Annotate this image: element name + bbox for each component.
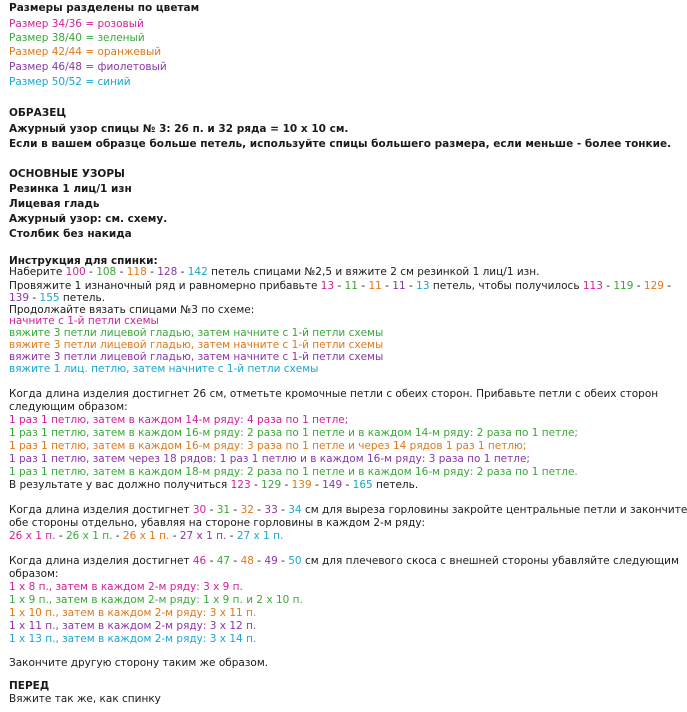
chart-start-green: вяжите 3 петли лицевой гладью, затем начните с 1-й петли схемы <box>9 327 384 339</box>
finish-line: Закончите другую сторону таким же образом. <box>9 657 269 669</box>
shaping-row-green-2: 1 раз 1 петлю, затем в каждом 18-м ряду: 2 раза по 1 петле и в каждом 16-м ряду: 2 раза по 1 петле. <box>9 466 578 478</box>
neck-suffix: см для выреза горловины закройте центральные петли и закончите <box>301 504 687 516</box>
shaping-row-pink: 1 раз 1 петлю, затем в каждом 14-м ряду: 4 раза по 1 петле; <box>9 414 349 426</box>
neck-line-1: Когда длина изделия достигнет 30 - 31 - 32 - 33 - 34 см для выреза горловины закройте центральные петли и закончите <box>9 504 687 516</box>
result-size-2: 129 <box>261 479 282 491</box>
neck-dec-3: 26 х 1 п. <box>122 530 170 542</box>
neck-decreases: 26 х 1 п. - 26 х 1 п. - 26 х 1 п. - 27 х 1 п. - 27 х 1 п. <box>9 530 284 542</box>
chart-start-cyan: вяжите 1 лиц. петлю, затем начните с 1-й петли схемы <box>9 363 319 375</box>
size-line-pink: Размер 34/36 = розовый <box>9 18 144 30</box>
shaping-row-orange: 1 раз 1 петлю, затем в каждом 16-м ряду: 3 раза по 1 петле и через 14 рядов 1 раз 1 петлю; <box>9 440 527 452</box>
shoulder-row-purple: 1 х 11 п., затем в каждом 2-м ряду: 3 х 12 п. <box>9 620 257 632</box>
shoulder-size-3: 48 <box>240 555 254 567</box>
neck-size-4: 33 <box>264 504 278 516</box>
cast-on-size-2: 108 <box>96 266 117 278</box>
shoulder-size-1: 46 <box>192 555 207 567</box>
back-heading: Инструкция для спинки: <box>9 255 158 267</box>
shoulder-row-cyan: 1 х 13 п., затем в каждом 2-м ряду: 3 х 14 п. <box>9 633 257 645</box>
gauge-line-1: Ажурный узор спицы № 3: 26 п. и 32 ряда = 10 х 10 см. <box>9 123 349 135</box>
shaping-line-2: следующим образом: <box>9 401 128 413</box>
cast-on-size-5: 142 <box>187 266 208 278</box>
chart-start-orange: вяжите 3 петли лицевой гладью, затем начните с 1-й петли схемы <box>9 339 384 351</box>
sizes-heading: Размеры разделены по цветам <box>9 2 200 14</box>
patterns-heading: ОСНОВНЫЕ УЗОРЫ <box>9 168 125 180</box>
result-prefix: В результате у вас должно получиться <box>9 479 231 491</box>
neck-dec-2: 26 х 1 п. <box>65 530 113 542</box>
gauge-heading: ОБРАЗЕЦ <box>9 107 67 119</box>
shoulder-line-1: Когда длина изделия достигнет 46 - 47 - 48 - 49 - 50 см для плечевого скоса с внешней стороны убавляйте следующим <box>9 555 679 567</box>
shaping-result: В результате у вас должно получиться 123 - 129 - 139 - 149 - 165 петель. <box>9 479 419 491</box>
cast-on-size-4: 128 <box>157 266 178 278</box>
shoulder-row-green: 1 х 9 п., затем в каждом 2-м ряду: 1 х 9 п. и 2 х 10 п. <box>9 594 303 606</box>
neck-line-2: обе стороны отдельно, убавляя на стороне горловины в каждом 2-м ряду: <box>9 517 426 529</box>
pattern-rib: Резинка 1 лиц/1 изн <box>9 183 132 195</box>
cast-on-size-1: 100 <box>65 266 86 278</box>
size-line-purple: Размер 46/48 = фиолетовый <box>9 61 167 73</box>
increase-size-3: 11 <box>368 280 382 292</box>
pattern-lace: Ажурный узор: см. схему. <box>9 213 168 225</box>
neck-size-5: 34 <box>288 504 302 516</box>
chart-start-purple: вяжите 3 петли лицевой гладью, затем начните с 1-й петли схемы <box>9 351 384 363</box>
increase-line: Провяжите 1 изнаночный ряд и равномерно прибавьте 13 - 11 - 11 - 11 - 13 петель, чтобы получилось 113 - 119 - 129 - <box>9 280 672 292</box>
total-size-5: 155 <box>39 292 60 304</box>
total-size-2: 119 <box>613 280 634 292</box>
shoulder-row-orange: 1 х 10 п., затем в каждом 2-м ряду: 3 х 11 п. <box>9 607 257 619</box>
pattern-single-crochet: Столбик без накида <box>9 228 132 240</box>
shaping-line-1: Когда длина изделия достигнет 26 см, отметьте кромочные петли с обеих сторон. Прибавьте петли с обеих сторон <box>9 388 659 400</box>
shoulder-prefix: Когда длина изделия достигнет <box>9 555 193 567</box>
total-suffix: петель. <box>59 292 106 304</box>
increase-middle: петель, чтобы получилось <box>429 280 583 292</box>
neck-size-2: 31 <box>216 504 231 516</box>
increase-size-2: 11 <box>344 280 358 292</box>
total-size-3: 129 <box>643 280 664 292</box>
result-suffix: петель. <box>372 479 419 491</box>
shoulder-row-pink: 1 х 8 п., затем в каждом 2-м ряду: 3 х 9 п. <box>9 581 243 593</box>
shaping-row-purple: 1 раз 1 петлю, затем через 18 рядов: 1 раз 1 петлю и в каждом 16-м ряду: 3 раза по 1 петле; <box>9 453 530 465</box>
front-heading: ПЕРЕД <box>9 680 50 692</box>
shaping-row-green: 1 раз 1 петлю, затем в каждом 16-м ряду: 2 раза по 1 петле и в каждом 14-м ряду: 2 раза по 1 петле; <box>9 427 578 439</box>
front-text: Вяжите так же, как спинку <box>9 693 161 705</box>
shoulder-size-4: 49 <box>264 555 278 567</box>
result-size-3: 139 <box>291 479 312 491</box>
gauge-line-2: Если в вашем образце больше петель, используйте спицы большего размера, если меньше - более тонкие. <box>9 138 672 150</box>
increase-prefix: Провяжите 1 изнаночный ряд и равномерно прибавьте <box>9 280 321 292</box>
size-line-cyan: Размер 50/52 = синий <box>9 76 131 88</box>
shoulder-size-2: 47 <box>216 555 231 567</box>
chart-start-pink: начните с 1-й петли схемы <box>9 315 159 327</box>
increase-size-4: 11 <box>392 280 406 292</box>
continue-line: Продолжайте вязать спицами №3 по схеме: <box>9 304 255 316</box>
increase-size-5: 13 <box>416 280 430 292</box>
neck-dec-5: 27 х 1 п. <box>236 530 284 542</box>
neck-dec-1: 26 х 1 п. <box>9 530 56 542</box>
total-size-4: 139 <box>9 292 30 304</box>
pattern-stockinette: Лицевая гладь <box>9 198 100 210</box>
cast-on-line: Наберите 100 - 108 - 118 - 128 - 142 петель спицами №2,5 и вяжите 2 см резинкой 1 лиц/1 изн. <box>9 266 540 278</box>
neck-prefix: Когда длина изделия достигнет <box>9 504 193 516</box>
shoulder-line-2: образом: <box>9 568 59 580</box>
size-line-green: Размер 38/40 = зеленый <box>9 32 145 44</box>
result-size-1: 123 <box>230 479 251 491</box>
result-size-4: 149 <box>322 479 343 491</box>
cast-on-size-3: 118 <box>126 266 147 278</box>
neck-dec-4: 27 х 1 п. <box>179 530 227 542</box>
size-line-orange: Размер 42/44 = оранжевый <box>9 46 162 58</box>
shoulder-suffix: см для плечевого скоса с внешней стороны убавляйте следующим <box>301 555 679 567</box>
total-line: 139 - 155 петель. <box>9 292 106 304</box>
result-size-5: 165 <box>352 479 373 491</box>
neck-size-3: 32 <box>240 504 254 516</box>
total-size-1: 113 <box>582 280 603 292</box>
cast-on-suffix: петель спицами №2,5 и вяжите 2 см резинкой 1 лиц/1 изн. <box>207 266 540 278</box>
increase-size-1: 13 <box>320 280 335 292</box>
shoulder-size-5: 50 <box>288 555 302 567</box>
neck-size-1: 30 <box>192 504 207 516</box>
cast-on-prefix: Наберите <box>9 266 66 278</box>
